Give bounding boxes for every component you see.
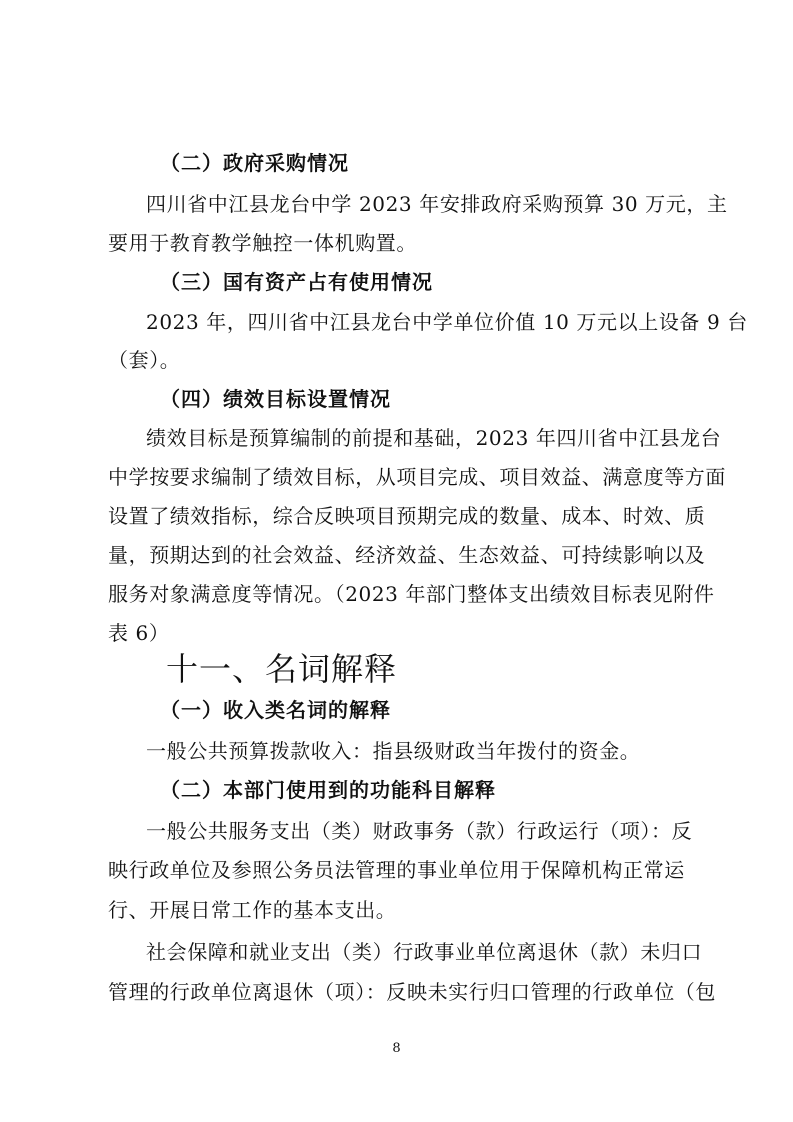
section-heading-functional-terms: （二）本部门使用到的功能科目解释	[160, 778, 496, 802]
paragraph-line: 设置了绩效指标，综合反映项目预期完成的数量、成本、时效、质	[108, 504, 706, 528]
paragraph-line: 2023 年，四川省中江县龙台中学单位价值 10 万元以上设备 9 台	[146, 310, 748, 334]
paragraph-line: 四川省中江县龙台中学 2023 年安排政府采购预算 30 万元，主	[146, 192, 728, 216]
paragraph-line: 服务对象满意度等情况。（2023 年部门整体支出绩效目标表见附件	[108, 582, 715, 606]
section-heading-performance: （四）绩效目标设置情况	[160, 387, 391, 411]
paragraph-line: 一般公共服务支出（类）财政事务（款）行政运行（项）：反	[146, 819, 693, 843]
paragraph-line: 映行政单位及参照公务员法管理的事业单位用于保障机构正常运	[108, 858, 685, 882]
paragraph-line: 量，预期达到的社会效益、经济效益、生态效益、可持续影响以及	[108, 543, 706, 567]
paragraph-line: 行、开展日常工作的基本支出。	[108, 898, 397, 922]
page-number: 8	[392, 1041, 401, 1056]
section-heading-procurement: （二）政府采购情况	[160, 151, 349, 175]
section-heading-assets: （三）国有资产占有使用情况	[160, 270, 433, 294]
paragraph-line: 表 6）	[108, 621, 170, 645]
paragraph-line: 要用于教育教学触控一体机购置。	[108, 231, 417, 255]
paragraph-line: 中学按要求编制了绩效目标，从项目完成、项目效益、满意度等方面	[108, 465, 726, 489]
chapter-title-glossary: 十一、名词解释	[166, 650, 398, 688]
paragraph-line: （套）。	[108, 348, 181, 372]
paragraph-line: 管理的行政单位离退休（项）：反映未实行归口管理的行政单位（包	[108, 980, 716, 1004]
paragraph-line: 社会保障和就业支出（类）行政事业单位离退休（款）未归口	[146, 940, 703, 964]
paragraph-line: 一般公共预算拨款收入：指县级财政当年拨付的资金。	[146, 739, 641, 763]
paragraph-line: 绩效目标是预算编制的前提和基础，2023 年四川省中江县龙台	[146, 426, 722, 450]
section-heading-income-terms: （一）收入类名词的解释	[160, 698, 391, 722]
